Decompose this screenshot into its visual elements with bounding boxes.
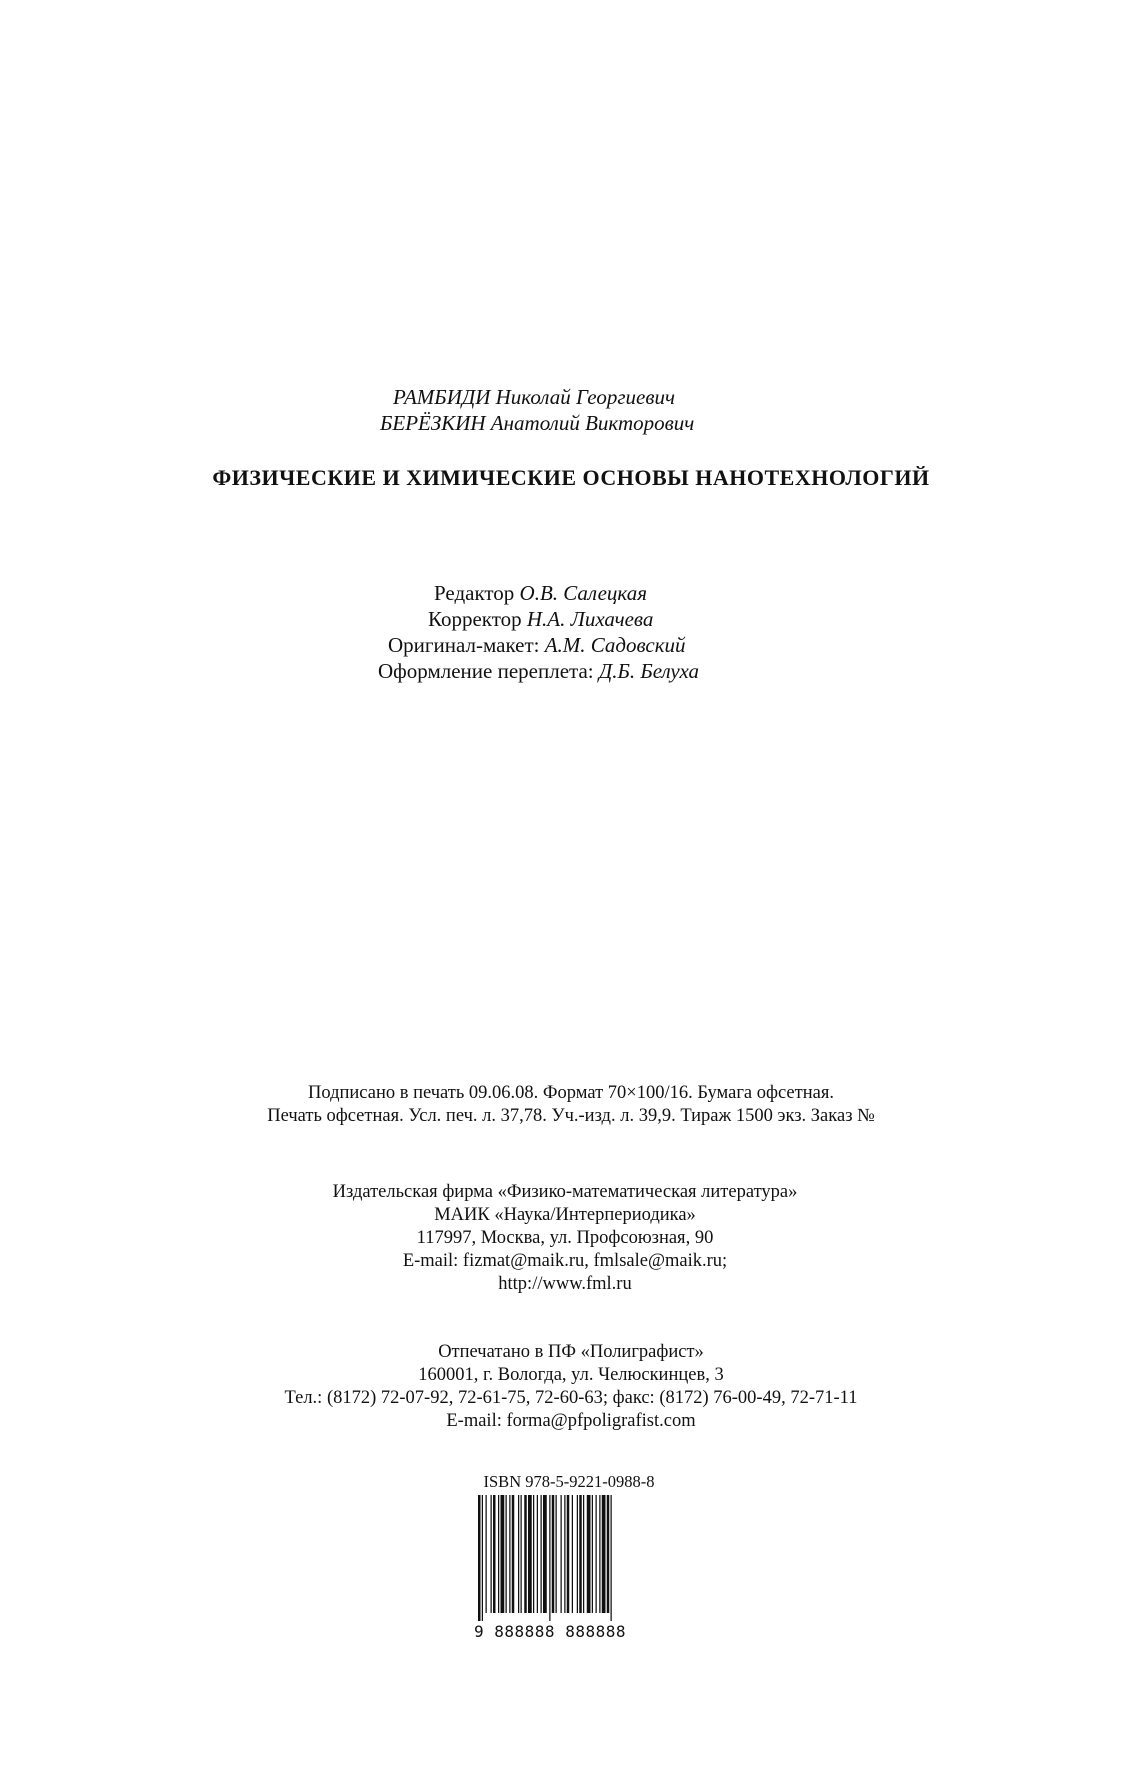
credit-name: Н.А. Лихачева bbox=[526, 607, 654, 631]
print-info bbox=[0, 1082, 1142, 1128]
publisher-line: http://www.fml.ru bbox=[498, 1274, 632, 1294]
isbn-block bbox=[474, 1472, 664, 1641]
barcode-image bbox=[474, 1495, 664, 1621]
printer-line: Отпечатано в ПФ «Полиграфист» bbox=[438, 1342, 704, 1362]
credit-role: Оформление переплета: bbox=[378, 659, 594, 683]
author-line-1 bbox=[393, 385, 675, 409]
publisher-info bbox=[0, 1181, 1136, 1296]
print-info-line: Печать офсетная. Усл. печ. л. 37,78. Уч.-изд. л. 39,9. Тираж 1500 экз. Заказ № bbox=[267, 1106, 875, 1126]
credit-cover-design bbox=[378, 658, 699, 684]
printer-info bbox=[0, 1341, 1142, 1433]
publisher-line: Издательская фирма «Физико-математическая литература» bbox=[332, 1182, 798, 1202]
author-given-name: Анатолий Викторович bbox=[490, 411, 695, 435]
credit-name: А.М. Садовский bbox=[544, 633, 686, 657]
print-info-line: Подписано в печать 09.06.08. Формат 70×100/16. Бумага офсетная. bbox=[308, 1083, 834, 1103]
credit-role: Корректор bbox=[428, 607, 522, 631]
author-given-name: Николай Георгиевич bbox=[495, 385, 675, 409]
credit-role: Оригинал-макет: bbox=[388, 633, 540, 657]
author-surname: БЕРЁЗКИН bbox=[380, 411, 486, 435]
author-line-2 bbox=[380, 411, 694, 435]
printer-line: Тел.: (8172) 72-07-92, 72-61-75, 72-60-63; факс: (8172) 76-00-49, 72-71-11 bbox=[284, 1388, 858, 1408]
author-surname: РАМБИДИ bbox=[393, 385, 491, 409]
barcode-digits: 9 888888 888888 bbox=[474, 1622, 626, 1641]
publisher-line: МАИК «Наука/Интерпериодика» bbox=[434, 1205, 696, 1225]
publisher-line: 117997, Москва, ул. Профсоюзная, 90 bbox=[416, 1228, 714, 1248]
credit-name: Д.Б. Белуха bbox=[598, 659, 700, 683]
credit-role: Редактор bbox=[434, 581, 515, 605]
isbn-number: ISBN 978-5-9221-0988-8 bbox=[483, 1472, 655, 1491]
printer-line: 160001, г. Вологда, ул. Челюскинцев, 3 bbox=[418, 1365, 724, 1385]
credit-name: О.В. Салецкая bbox=[519, 581, 647, 605]
credit-layout bbox=[388, 632, 686, 658]
credit-editor bbox=[434, 580, 647, 606]
book-title: ФИЗИЧЕСКИЕ И ХИМИЧЕСКИЕ ОСНОВЫ НАНОТЕХНОЛОГИЙ bbox=[212, 465, 930, 490]
credit-corrector bbox=[428, 606, 653, 632]
publisher-line: E-mail: fizmat@maik.ru, fmlsale@maik.ru; bbox=[402, 1251, 728, 1271]
printer-line: E-mail: forma@pfpoligrafist.com bbox=[446, 1411, 696, 1431]
